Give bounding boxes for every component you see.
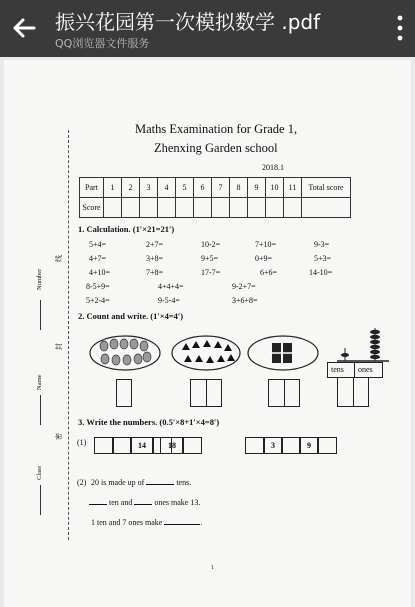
margin-line — [68, 130, 70, 540]
q2-line1 — [91, 478, 191, 487]
seal-char-1: 线 — [55, 255, 63, 262]
number-cell[interactable]: 9 — [299, 437, 319, 454]
calc-item: 9-2+7= — [232, 282, 256, 291]
calc-item: 9-5-4= — [158, 296, 180, 305]
score-header-cell: Total score — [302, 178, 351, 198]
calc-item: 14-10= — [309, 268, 333, 277]
answer-blank[interactable] — [134, 504, 152, 505]
exam-school: Zhenxing Garden school — [154, 141, 278, 155]
q2-line3-text: 1 ten and 7 ones make — [91, 518, 163, 527]
answer-blank[interactable] — [89, 504, 107, 505]
more-vertical-icon[interactable] — [397, 15, 403, 41]
section2-heading: 2. Count and write. (1′×4=4′) — [78, 311, 184, 321]
label-class: Class — [36, 465, 43, 480]
q2-line3 — [91, 518, 202, 527]
document-source: QQ浏览器文件服务 — [55, 37, 150, 50]
q2-line2-end: ones make 13. — [154, 498, 201, 507]
calc-item: 2+7= — [146, 240, 164, 249]
calc-item: 4+4+4= — [158, 282, 184, 291]
q2-line1-end: tens. — [176, 478, 192, 487]
pears-picture — [88, 333, 162, 373]
label-number: Number — [36, 268, 43, 290]
q2-line3-end: . — [200, 518, 203, 527]
number-line — [40, 300, 41, 330]
score-header-cell: 3 — [140, 178, 158, 198]
number-cell[interactable] — [94, 437, 114, 454]
calc-item: 4+7= — [89, 254, 107, 263]
triangles-picture — [170, 333, 242, 373]
number-cell[interactable] — [281, 437, 301, 454]
score-header-cell: 8 — [230, 178, 248, 198]
calc-item: 5+2-4= — [86, 296, 110, 305]
calc-item: 8-5+9= — [86, 282, 110, 291]
number-cell[interactable] — [112, 437, 132, 454]
number-cell[interactable] — [182, 437, 202, 454]
calc-item: 3+8= — [146, 254, 164, 263]
number-cell[interactable]: 14 — [130, 437, 154, 454]
number-cell[interactable] — [245, 437, 265, 454]
score-row-label: Score — [80, 198, 104, 218]
calc-item: 0+9= — [255, 254, 273, 263]
score-header-cell: 5 — [176, 178, 194, 198]
section3-heading: 3. Write the numbers. (0.5′×8+1′×4=8′) — [78, 417, 220, 427]
calc-item: 9+5= — [201, 254, 219, 263]
exam-date: 2018.1 — [262, 163, 284, 172]
score-header-cell: 11 — [284, 178, 302, 198]
q2-line2-text: ten and — [109, 498, 133, 507]
question-2-label: (2) — [77, 478, 87, 487]
calc-item: 6+6= — [260, 268, 278, 277]
answer-box[interactable] — [116, 379, 132, 407]
q2-line2 — [89, 498, 200, 507]
app-header — [0, 0, 415, 57]
answer-box[interactable] — [337, 377, 369, 407]
calc-item: 9-3= — [314, 240, 330, 249]
abacus-picture — [333, 326, 391, 362]
score-header-cell: 4 — [158, 178, 176, 198]
answer-box[interactable] — [190, 379, 222, 407]
number-cell[interactable]: 18 — [160, 437, 184, 454]
name-line — [40, 395, 41, 425]
seal-char-2: 封 — [55, 343, 63, 350]
class-line — [40, 485, 41, 515]
answer-blank[interactable] — [146, 484, 174, 485]
calc-item: 7+8= — [146, 268, 164, 277]
calc-item: 17-7= — [201, 268, 221, 277]
back-arrow-icon[interactable] — [8, 12, 40, 44]
calc-item: 3+6+8= — [232, 296, 258, 305]
page-number: 1 — [211, 565, 214, 571]
label-name: Name — [36, 374, 43, 390]
section1-heading: 1. Calculation. (1′×21=21′) — [78, 224, 175, 234]
number-cell[interactable] — [317, 437, 337, 454]
score-header-cell: 7 — [212, 178, 230, 198]
score-header-cell: 9 — [248, 178, 266, 198]
score-header-cell: 10 — [266, 178, 284, 198]
document-title: 振兴花园第一次模拟数学 .pdf — [55, 10, 321, 34]
calc-item: 10-2= — [201, 240, 221, 249]
calc-item: 5+3= — [314, 254, 332, 263]
question-1-label: (1) — [77, 438, 87, 447]
score-header-cell: 2 — [122, 178, 140, 198]
score-header-cell: 6 — [194, 178, 212, 198]
answer-blank[interactable] — [164, 524, 200, 525]
answer-box[interactable] — [268, 379, 300, 407]
ones-label: ones — [358, 365, 373, 374]
seal-char-3: 密 — [55, 433, 63, 440]
number-cell[interactable]: 3 — [263, 437, 283, 454]
calc-item: 5+4= — [89, 240, 107, 249]
calc-item: 7+10= — [255, 240, 277, 249]
q2-line1-text: 20 is made up of — [91, 478, 145, 487]
tens-label: tens — [331, 365, 344, 374]
score-header-cell: Part — [80, 178, 104, 198]
bundles-picture — [246, 333, 320, 373]
score-header-cell: 1 — [104, 178, 122, 198]
score-table — [79, 177, 351, 218]
calc-item: 4+10= — [89, 268, 111, 277]
tens-ones-header — [327, 362, 383, 378]
exam-title: Maths Examination for Grade 1, — [135, 122, 298, 136]
